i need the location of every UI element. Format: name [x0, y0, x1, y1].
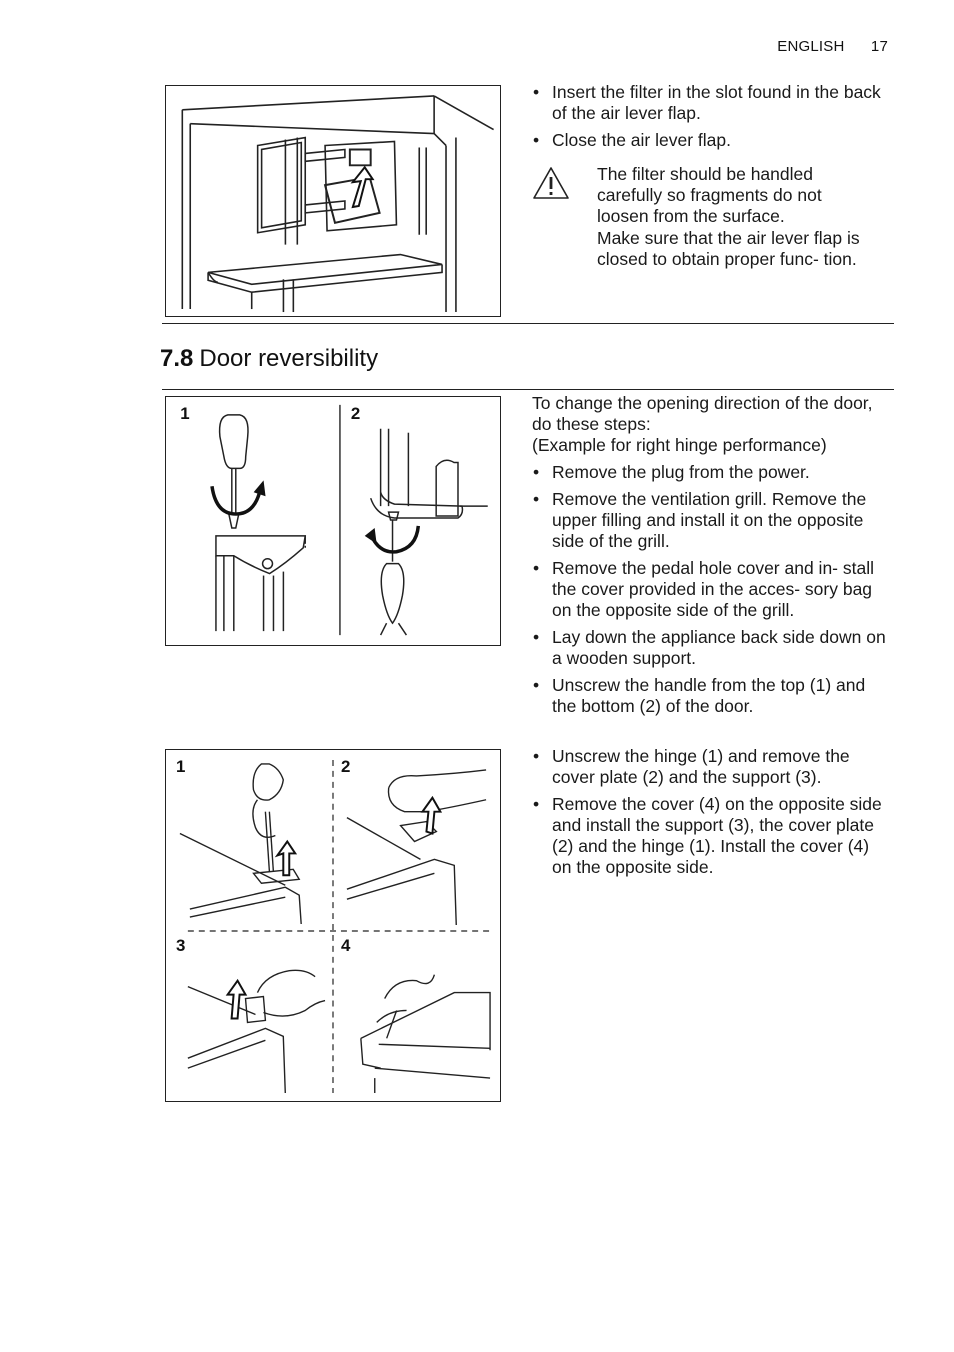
header-language: ENGLISH — [777, 38, 845, 55]
section-heading: Door reversibility — [199, 345, 379, 372]
figure-label: 1 — [175, 756, 186, 776]
list-item: • Remove the plug from the power. — [532, 462, 887, 483]
hinge-illustration-svg — [166, 750, 500, 1101]
list-item: • Insert the filter in the slot found in the back of the air lever flap. — [532, 82, 887, 124]
list-item: • Unscrew the handle from the top (1) and the bottom (2) of the door. — [532, 675, 887, 717]
warning-text — [597, 164, 877, 270]
filter-instructions — [532, 82, 887, 157]
section-divider-top — [162, 323, 894, 324]
list-item: • Lay down the appliance back side down on a wooden support. — [532, 627, 887, 669]
filter-insertion-illustration — [165, 85, 501, 317]
page-number: 17 — [870, 38, 888, 55]
figure-label: 4 — [340, 935, 351, 955]
filter-illustration-svg — [166, 86, 500, 316]
hinge-instructions — [532, 746, 887, 884]
list-item: • Unscrew the hinge (1) and remove the cover plate (2) and the support (3). — [532, 746, 887, 788]
list-item: • Close the air lever flap. — [532, 130, 887, 151]
figure-label: 2 — [350, 403, 361, 423]
list-item: • Remove the cover (4) on the opposite side and install the support (3), the cover plate (2) and the hinge (1). Install the cover (4) on the opposite side. — [532, 794, 887, 878]
section-divider-bottom — [162, 389, 894, 390]
warning-triangle-icon — [532, 166, 570, 200]
handle-removal-illustration — [165, 396, 501, 646]
handle-illustration-svg — [166, 397, 500, 645]
section-number: 7.8 — [160, 345, 194, 372]
warning-line-1: The filter should be handled carefully so fragments do not loosen from the surface. — [597, 164, 822, 227]
list-item: • Remove the pedal hole cover and in- stall the cover provided in the acces- sory bag on the opposite side of the grill. — [532, 558, 887, 621]
list-item: • Remove the ventilation grill. Remove the upper filling and install it on the opposite side of the grill. — [532, 489, 887, 552]
door-intro: To change the opening direction of the door, do these steps: — [532, 393, 873, 434]
warning-line-2: Make sure that the air lever flap is closed to obtain proper func- tion. — [597, 227, 860, 269]
figure-label: 1 — [180, 403, 190, 423]
section-title — [160, 345, 378, 373]
figure-label: 2 — [340, 756, 351, 776]
hinge-removal-illustration — [165, 749, 501, 1102]
door-example-note: (Example for right hinge performance) — [532, 435, 827, 455]
door-instructions — [532, 393, 887, 723]
page-header — [777, 38, 888, 55]
figure-label: 3 — [175, 935, 186, 955]
